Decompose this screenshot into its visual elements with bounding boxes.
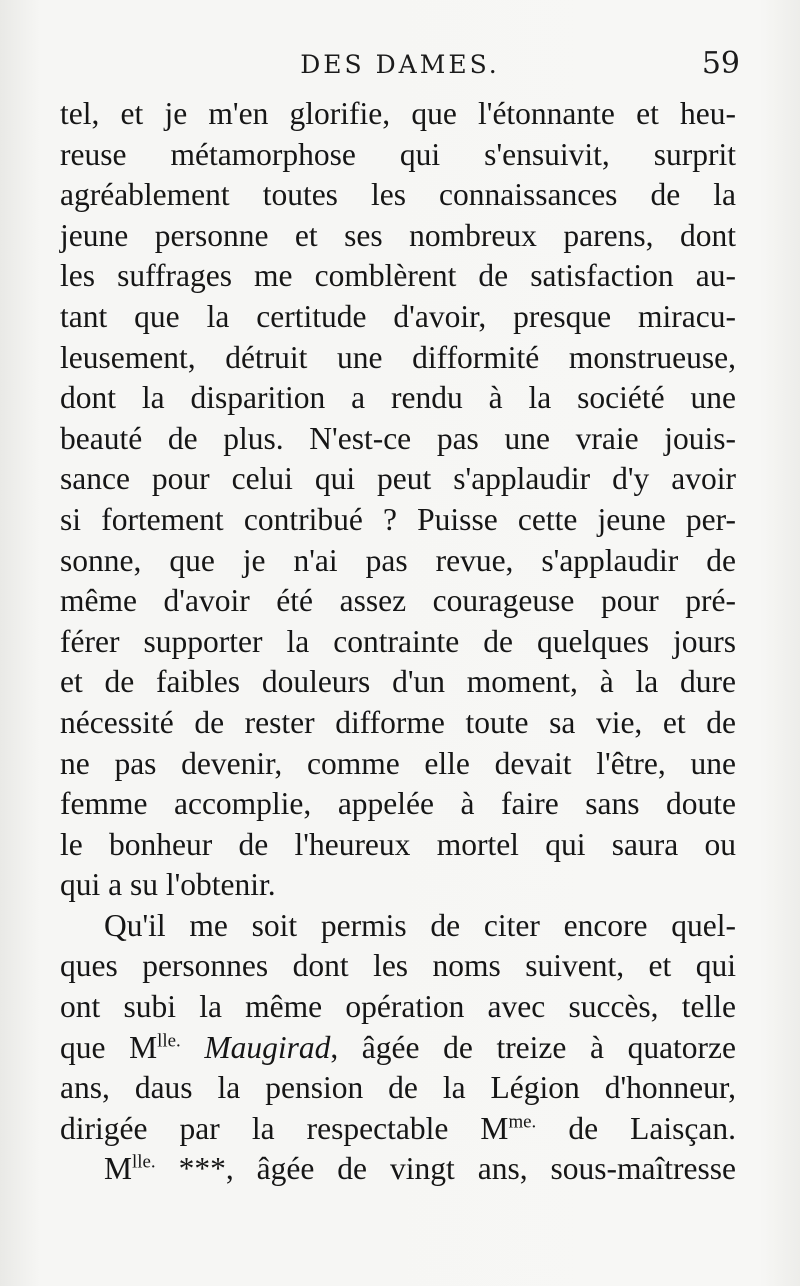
- text-line: tant que la certitude d'avoir, presque miracu-: [60, 298, 736, 334]
- text-line: reuse métamorphose qui s'ensuivit, surprit: [60, 136, 736, 172]
- text-fragment: M: [104, 1151, 133, 1187]
- text-line: agréablement toutes les connaissances de la: [60, 177, 736, 213]
- text-fragment: dirigée par la respectable M: [60, 1110, 509, 1146]
- text-line: ques personnes dont les noms suivent, et qui: [60, 948, 736, 984]
- text-line: jeune personne et ses nombreux parens, dont: [60, 217, 736, 253]
- text-line: [60, 1149, 736, 1190]
- text-fragment: que M: [60, 1029, 158, 1065]
- text-line: dont la disparition a rendu à la société une: [60, 380, 736, 416]
- text-line: qui a su l'obtenir.: [60, 867, 276, 903]
- text-line: [60, 1028, 736, 1069]
- running-head: [60, 46, 740, 86]
- text-line: femme accomplie, appelée à faire sans doute: [60, 786, 736, 822]
- text-line: ne pas devenir, comme elle devait l'être, une: [60, 745, 736, 781]
- text-fragment: ***, âgée de vingt ans, sous-maîtresse: [155, 1151, 736, 1187]
- text-line: les suffrages me comblèrent de satisfaction au-: [60, 258, 736, 294]
- superscript: me.: [508, 1111, 537, 1133]
- superscript: lle.: [157, 1030, 181, 1052]
- text-line: et de faibles douleurs d'un moment, à la dure: [60, 664, 736, 700]
- text-fragment: , âgée de treize à quatorze: [330, 1029, 737, 1065]
- body-text: [60, 94, 736, 1190]
- running-title: DES DAMES.: [300, 50, 500, 79]
- text-line: sonne, que je n'ai pas revue, s'applaudir de: [60, 542, 736, 578]
- text-line: nécessité de rester difforme toute sa vie, et de: [60, 704, 736, 740]
- text-line: beauté de plus. N'est-ce pas une vraie jouis-: [60, 420, 736, 456]
- text-line: si fortement contribué ? Puisse cette jeune per-: [60, 501, 736, 537]
- superscript: lle.: [132, 1152, 156, 1174]
- text-line: le bonheur de l'heureux mortel qui saura ou: [60, 826, 736, 862]
- text-line: Qu'il me soit permis de citer encore quel-: [104, 907, 736, 943]
- person-name: Maugirad: [204, 1029, 331, 1065]
- text-line: tel, et je m'en glorifie, que l'étonnante et heu-: [60, 96, 736, 131]
- text-line: [60, 1109, 736, 1150]
- text-line: ont subi la même opération avec succès, telle: [60, 989, 736, 1025]
- text-line: férer supporter la contrainte de quelques jours: [60, 623, 736, 659]
- text-line: sance pour celui qui peut s'applaudir d'y avoir: [60, 461, 736, 497]
- page-number: 59: [701, 46, 740, 81]
- text-line: même d'avoir été assez courageuse pour pré-: [60, 583, 736, 619]
- text-fragment: de Laisçan.: [536, 1110, 736, 1146]
- text-line: ans, daus la pension de la Légion d'honneur,: [60, 1070, 736, 1106]
- text-line: leusement, détruit une difformité monstrueuse,: [60, 339, 736, 375]
